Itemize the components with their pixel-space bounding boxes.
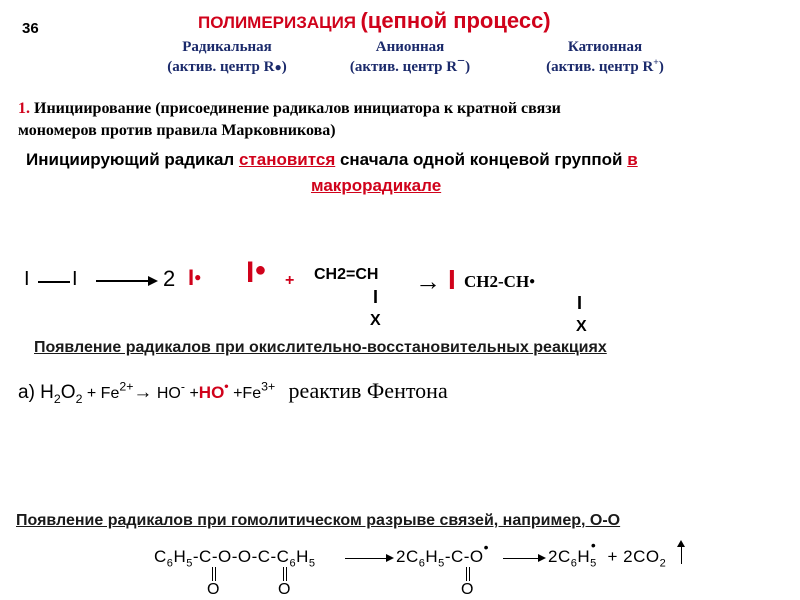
gas-evolution-arrow-head	[677, 540, 685, 547]
type-anionic-center: (актив. центр R−)	[349, 54, 471, 75]
initiation-line-3: Инициирующий радикал становится сначала одной концевой группой в	[26, 150, 638, 169]
scheme-i-left: I	[24, 268, 30, 290]
type-cationic-name: Катионная	[567, 39, 643, 55]
scheme-product-bar: I	[577, 293, 583, 313]
initiation-line-2: мономеров против правила Марковникова)	[18, 122, 336, 139]
homolytic-arrow-1-line	[345, 558, 387, 559]
scheme-i-radical: I●	[188, 265, 202, 290]
type-cationic-center: (актив. центр R+)	[546, 57, 664, 75]
title-paren: (цепной процесс)	[360, 8, 551, 33]
reactant-dbl-bond-1	[212, 567, 216, 581]
type-radical-center: (актив. центр R●)	[167, 59, 287, 75]
homolytic-product: $2C_6H_5^• + 2CO_2$	[548, 537, 667, 570]
reactant-o-2: O	[278, 581, 291, 598]
initiation-line-1: 1. Инициирование (присоединение радикалов инициатора к кратной связи	[18, 100, 561, 117]
type-anionic-name: Анионная	[375, 39, 445, 55]
intermediate-dbl-bond	[466, 567, 470, 581]
scheme-product-x: X	[576, 318, 587, 335]
slide-number: 36	[22, 20, 39, 37]
redox-heading: Появление радикалов при окислительно-восстановительных реакциях	[34, 339, 607, 356]
homolytic-arrow-2-head	[538, 554, 546, 562]
type-radical	[152, 37, 302, 77]
scheme-i-right: I	[72, 268, 78, 290]
homolytic-intermediate: $2C_6H_5-C-O^•$	[396, 539, 490, 570]
scheme-product-i: I	[448, 264, 456, 295]
homolytic-arrow-2-line	[503, 558, 539, 559]
gas-evolution-arrow	[681, 544, 682, 564]
scheme-arrow-2: →	[415, 266, 441, 296]
homolytic-heading: Появление радикалов при гомолитическом разрыве связей, например, О-О	[16, 512, 621, 529]
reactant-dbl-bond-2	[283, 567, 287, 581]
scheme-plus: +	[285, 272, 295, 289]
scheme-bond	[38, 281, 70, 283]
scheme-arrow-1-line	[96, 280, 148, 282]
type-radical-name: Радикальная	[182, 39, 272, 55]
scheme-i-big-radical: I●	[246, 256, 267, 289]
intermediate-o: O	[461, 581, 474, 598]
title-main: ПОЛИМЕРИЗАЦИЯ	[198, 13, 357, 32]
type-anionic	[330, 37, 490, 77]
reactant-o-1: O	[207, 581, 220, 598]
initiation-line-4: макрорадикале	[311, 176, 442, 195]
homolytic-reactant: $C_6H_5-C-O-O-C-C_6H_5$	[154, 547, 316, 570]
homolytic-arrow-1-head	[386, 554, 394, 562]
fenton-reagent-label: реактив Фентона	[288, 378, 448, 403]
type-cationic	[525, 37, 685, 77]
scheme-monomer-bar: I	[373, 287, 379, 307]
scheme-monomer-x: X	[370, 312, 381, 329]
scheme-monomer: CH2=CH	[314, 266, 379, 283]
redox-equation: а) $H_2O_2 + Fe^{2+}\to HO^- +HO^• +Fe^{3+}$ реактив Фентона	[18, 378, 448, 406]
scheme-product: CH2-CH●	[464, 272, 536, 291]
scheme-arrow-1-head	[148, 276, 158, 286]
page-title	[198, 8, 551, 34]
scheme-two: 2	[163, 266, 176, 291]
